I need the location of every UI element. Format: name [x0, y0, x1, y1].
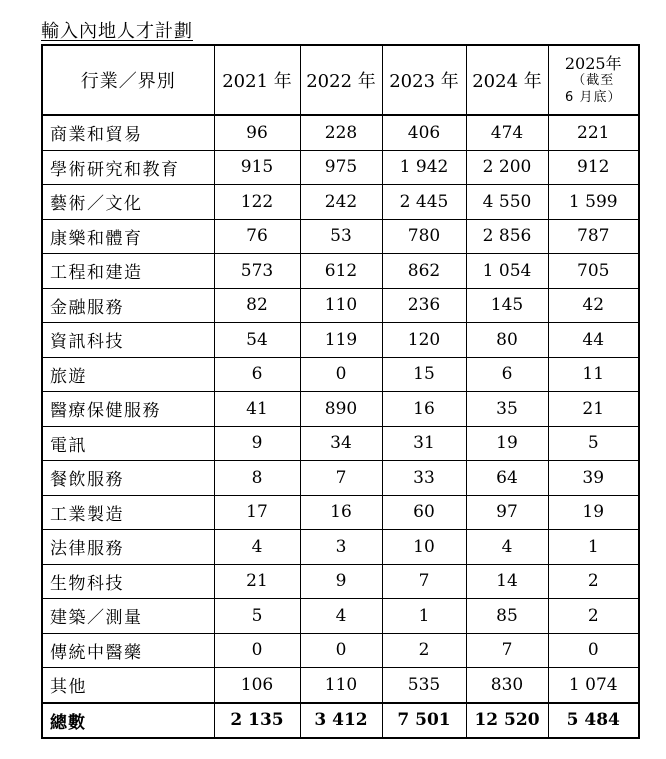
table-cell: 4 [466, 530, 548, 565]
table-row [42, 115, 639, 150]
table-cell: 0 [300, 633, 382, 668]
table-cell: 2 200 [466, 150, 548, 185]
table-cell: 2 856 [466, 219, 548, 254]
row-category-label: 資訊科技 [42, 323, 214, 358]
row-category-label: 工程和建造 [42, 254, 214, 289]
table-row [42, 254, 639, 289]
table-body [42, 115, 639, 703]
column-header-note-line-2: 6 月底） [565, 89, 622, 105]
table-cell: 9 [300, 564, 382, 599]
table-cell: 787 [548, 219, 639, 254]
table-cell: 4 550 [466, 185, 548, 220]
table-cell: 35 [466, 392, 548, 427]
row-category-label: 生物科技 [42, 564, 214, 599]
table-cell: 780 [382, 219, 466, 254]
table-row [42, 357, 639, 392]
table-cell: 16 [382, 392, 466, 427]
table-row [42, 461, 639, 496]
total-cell: 2 135 [214, 703, 300, 738]
table-cell: 4 [300, 599, 382, 634]
table-row [42, 599, 639, 634]
table-row [42, 426, 639, 461]
row-category-label: 醫療保健服務 [42, 392, 214, 427]
table-cell: 120 [382, 323, 466, 358]
table-cell: 85 [466, 599, 548, 634]
table-cell: 21 [548, 392, 639, 427]
table-cell: 110 [300, 288, 382, 323]
table-cell: 1 942 [382, 150, 466, 185]
total-label: 總數 [42, 703, 214, 738]
row-category-label: 法律服務 [42, 530, 214, 565]
table-cell: 912 [548, 150, 639, 185]
table-cell: 2 [548, 599, 639, 634]
total-cell: 7 501 [382, 703, 466, 738]
table-cell: 19 [466, 426, 548, 461]
column-header-year: 2022 年 [300, 45, 382, 115]
table-cell: 612 [300, 254, 382, 289]
table-cell: 31 [382, 426, 466, 461]
table-cell: 0 [548, 633, 639, 668]
table-cell: 119 [300, 323, 382, 358]
table-row [42, 219, 639, 254]
table-row [42, 323, 639, 358]
table-cell: 53 [300, 219, 382, 254]
table-cell: 0 [214, 633, 300, 668]
talent-admission-table [41, 44, 640, 739]
total-row [42, 703, 639, 738]
table-row [42, 633, 639, 668]
table-cell: 54 [214, 323, 300, 358]
column-header-category: 行業／界別 [42, 45, 214, 115]
column-header-year-partial [548, 45, 639, 115]
table-cell: 5 [214, 599, 300, 634]
table-cell: 8 [214, 461, 300, 496]
table-row [42, 185, 639, 220]
table-cell: 7 [382, 564, 466, 599]
table-cell: 10 [382, 530, 466, 565]
table-cell: 76 [214, 219, 300, 254]
table-cell: 862 [382, 254, 466, 289]
column-header-year: 2024 年 [466, 45, 548, 115]
table-cell: 2 [382, 633, 466, 668]
table-row [42, 150, 639, 185]
table-cell: 80 [466, 323, 548, 358]
table-cell: 2 445 [382, 185, 466, 220]
header-row [42, 45, 639, 115]
table-cell: 16 [300, 495, 382, 530]
table-cell: 9 [214, 426, 300, 461]
column-header-year: 2023 年 [382, 45, 466, 115]
table-cell: 15 [382, 357, 466, 392]
table-cell: 1 074 [548, 668, 639, 703]
table-cell: 14 [466, 564, 548, 599]
row-category-label: 康樂和體育 [42, 219, 214, 254]
table-row [42, 530, 639, 565]
table-cell: 21 [214, 564, 300, 599]
table-cell: 915 [214, 150, 300, 185]
table-cell: 60 [382, 495, 466, 530]
table-cell: 33 [382, 461, 466, 496]
table-cell: 17 [214, 495, 300, 530]
table-cell: 2 [548, 564, 639, 599]
table-cell: 975 [300, 150, 382, 185]
table-cell: 11 [548, 357, 639, 392]
table-cell: 705 [548, 254, 639, 289]
row-category-label: 建築／測量 [42, 599, 214, 634]
table-cell: 535 [382, 668, 466, 703]
table-cell: 7 [466, 633, 548, 668]
table-cell: 474 [466, 115, 548, 150]
table-cell: 1 [548, 530, 639, 565]
table-cell: 6 [214, 357, 300, 392]
table-cell: 41 [214, 392, 300, 427]
table-cell: 5 [548, 426, 639, 461]
table-cell: 44 [548, 323, 639, 358]
row-category-label: 電訊 [42, 426, 214, 461]
table-cell: 39 [548, 461, 639, 496]
table-cell: 1 599 [548, 185, 639, 220]
table-cell: 890 [300, 392, 382, 427]
table-cell: 7 [300, 461, 382, 496]
table-cell: 122 [214, 185, 300, 220]
table-cell: 228 [300, 115, 382, 150]
table-cell: 6 [466, 357, 548, 392]
table-cell: 96 [214, 115, 300, 150]
row-category-label: 其他 [42, 668, 214, 703]
column-header-year-label: 2025年 [564, 53, 622, 73]
row-category-label: 傳統中醫藥 [42, 633, 214, 668]
table-cell: 406 [382, 115, 466, 150]
row-category-label: 旅遊 [42, 357, 214, 392]
table-cell: 236 [382, 288, 466, 323]
total-cell: 12 520 [466, 703, 548, 738]
document-title: 輸入內地人才計劃 [41, 21, 193, 42]
table-cell: 64 [466, 461, 548, 496]
row-category-label: 學術研究和教育 [42, 150, 214, 185]
table-cell: 3 [300, 530, 382, 565]
table-cell: 4 [214, 530, 300, 565]
row-category-label: 餐飲服務 [42, 461, 214, 496]
table-cell: 42 [548, 288, 639, 323]
table-cell: 1 054 [466, 254, 548, 289]
table-row [42, 564, 639, 599]
table-cell: 221 [548, 115, 639, 150]
table-cell: 242 [300, 185, 382, 220]
row-category-label: 藝術／文化 [42, 185, 214, 220]
total-cell: 3 412 [300, 703, 382, 738]
table-cell: 82 [214, 288, 300, 323]
table-row [42, 668, 639, 703]
table-cell: 110 [300, 668, 382, 703]
table-cell: 0 [300, 357, 382, 392]
table-row [42, 392, 639, 427]
column-header-note-line-1: （截至 [572, 72, 615, 88]
table-row [42, 495, 639, 530]
table-cell: 97 [466, 495, 548, 530]
table-cell: 34 [300, 426, 382, 461]
table-row [42, 288, 639, 323]
table-cell: 573 [214, 254, 300, 289]
table-cell: 830 [466, 668, 548, 703]
row-category-label: 金融服務 [42, 288, 214, 323]
table-cell: 19 [548, 495, 639, 530]
row-category-label: 工業製造 [42, 495, 214, 530]
total-cell: 5 484 [548, 703, 639, 738]
column-header-year: 2021 年 [214, 45, 300, 115]
table-cell: 106 [214, 668, 300, 703]
table-cell: 1 [382, 599, 466, 634]
table-cell: 145 [466, 288, 548, 323]
row-category-label: 商業和貿易 [42, 115, 214, 150]
